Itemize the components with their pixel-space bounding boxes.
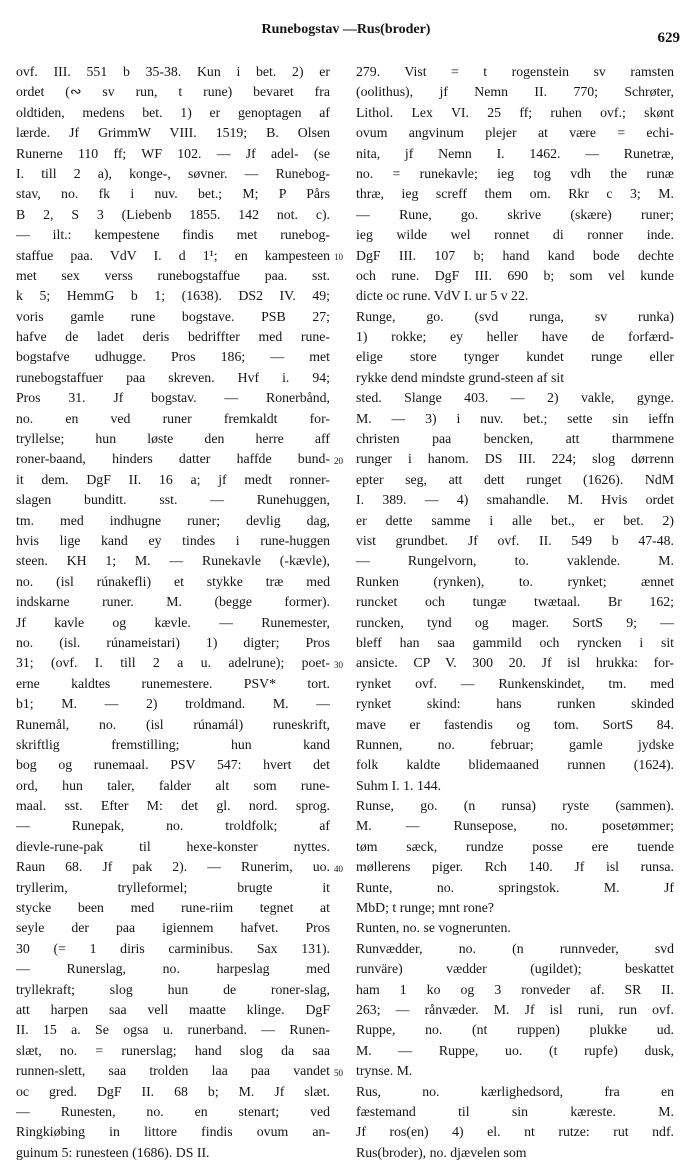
text-line: no. en ved runer fremkaldt for- (16, 410, 330, 426)
text-line: Rus, no. kærlighedsord, fra en (356, 1083, 674, 1099)
text-line: Runte, no. springstok. M. Jf (356, 879, 674, 895)
text-line: stav, no. fk i nuv. bet.; M; P Pårs (16, 186, 330, 202)
margin-line-number: 50 (334, 1067, 343, 1078)
text-line: slagen bunditt. sst. — Runehuggen, (16, 492, 330, 508)
text-line: Jf kavle og kævle. — Runemester, (16, 614, 330, 630)
text-line: hvis lige kand ey tindes i rune-huggen (16, 532, 330, 548)
running-head: Runebogstav —Rus(broder) (261, 22, 431, 37)
text-line: Suhm I. 1. 144. (356, 777, 442, 793)
left-column (16, 62, 330, 1163)
text-line: no. (isl rúnakefli) et stykke træ med (16, 573, 330, 589)
text-line: tryllelse; hun løste den herre aff (16, 431, 330, 447)
text-line: tryllerim, trylleformel; brugte it (16, 879, 330, 895)
text-line: b1; M. — 2) troldmand. M. — (16, 696, 330, 712)
text-line: sted. Slange 403. — 2) vakle, gynge. (356, 390, 674, 406)
text-line: runväre) vædder (ugildet); beskattet (356, 961, 674, 977)
text-line: bogstafve udhugge. Pros 186; — met (16, 349, 330, 365)
text-line: Jf ros(en) 4) el. nt rutze: rut ndf. (356, 1124, 674, 1140)
text-line: ordet (∾ sv run, t rune) bevaret fra (16, 84, 330, 100)
text-line: 31; (ovf. I. till 2 a u. adelrune); poet- (16, 655, 330, 671)
right-column (356, 62, 674, 1163)
text-line: no. = runekavle; ieg tog vdh the runæ (356, 165, 674, 181)
margin-line-number: 10 (334, 251, 343, 262)
text-line: ansicte. CP V. 300 20. Jf isl hrukka: for- (356, 655, 674, 671)
margin-line-number: 30 (334, 659, 343, 670)
text-line: runebogstaffuer paa skreven. Hvf i. 94; (16, 369, 330, 385)
text-line: och rune. DgF III. 690 b; som vel kunde (356, 267, 674, 283)
text-line: M. — Ruppe, uo. (t rupfe) dusk, (356, 1042, 674, 1058)
text-line: runcken, tynd og mager. SortS 9; — (356, 614, 674, 630)
text-line: rykke dend mindste grund-steen af sit (356, 369, 565, 385)
text-line: thræ, ieg screff them om. Rkr c 3; M. (356, 186, 674, 202)
text-line: — Rungelvorn, to. vaklende. M. (356, 553, 674, 569)
text-line: nita, jf Nemn I. 1462. — Runetræ, (356, 145, 674, 161)
text-line: stycke been med rune-riim tegnet at (16, 900, 330, 916)
text-line: Runemål, no. (isl rúnamál) runeskrift, (16, 716, 330, 732)
text-line: tm. med indhugne runer; devlig dag, (16, 512, 330, 528)
text-line: steen. KH 1; M. — Runekavle (-kævle), (16, 553, 330, 569)
margin-line-number: 20 (334, 455, 343, 466)
text-line: 263; — rånvæder. M. Jf isl runi, run ovf. (356, 1001, 674, 1017)
text-line: elige store tynger kundet runge eller (356, 349, 674, 365)
text-line: slæt, no. = runerslag; hand slog da saa (16, 1042, 330, 1058)
text-line: — Runesten, no. en stenart; ved (16, 1103, 330, 1119)
text-line: skriftlig fremstilling; hun kand (16, 736, 330, 752)
text-line: 1) rokke; ey heller have de forfærd- (356, 329, 674, 345)
text-line: — ilt.: kempestene findis met runebog- (16, 227, 330, 243)
text-line: er dette samme i alle bet., er bet. 2) (356, 512, 674, 528)
text-line: Runvædder, no. (n runnveder, svd (356, 940, 674, 956)
text-line: tøm sæck, rundze posse ere tuende (356, 838, 674, 854)
text-line: Runge, go. (svd runga, sv runka) (356, 308, 674, 324)
text-line: Raun 68. Jf pak 2). — Runerim, uo. (16, 859, 330, 875)
text-line: Runnen, no. februar; gamle jydske (356, 736, 674, 752)
text-line: ord, hun taler, falder alt som rune- (16, 777, 330, 793)
text-line: trynse. M. (356, 1063, 413, 1079)
text-line: ovum angvinum plejer at være = echi- (356, 125, 674, 141)
text-line: runnen-slett, saa trolden laa paa vandet (16, 1063, 330, 1079)
text-line: M. — Runsepose, no. posetømmer; (356, 818, 674, 834)
text-line: Pros 31. Jf bogstav. — Ronerbånd, (16, 390, 330, 406)
text-line: Runerne 110 ff; WF 102. — Jf adel- (se (16, 145, 330, 161)
text-line: seyle der paa igiennem hafvet. Pros (16, 920, 330, 936)
text-line: voris gamle rune bogstave. PSB 27; (16, 308, 330, 324)
text-line: staffue paa. VdV I. d 1¹; en kampesteen (16, 247, 330, 263)
text-line: ieg wilde wel ronnet di ronner inde. (356, 227, 674, 243)
text-line: oc gred. DgF II. 68 b; M. Jf slæt. (16, 1083, 330, 1099)
text-line: christen paa bencken, att tharmmene (356, 431, 674, 447)
text-line: it dem. DgF II. 16 a; jf medt ronner- (16, 471, 330, 487)
text-line: vist grundbet. Jf ovf. II. 549 b 47-48. (356, 532, 674, 548)
text-line: folk kaldte blidemaaned runnen (1624). (356, 757, 674, 773)
text-line: no. (isl. rúnameistari) 1) digter; Pros (16, 634, 330, 650)
text-line: I. till 2 a), konge-, søvner. — Runebog- (16, 165, 330, 181)
text-line: ovf. III. 551 b 35-38. Kun i bet. 2) er (16, 64, 330, 79)
text-line: epter seg, att dett runget (1626). NdM (356, 471, 674, 487)
text-line: B 2, S 3 (Liebenb 1855. 142 not. c). (16, 206, 330, 222)
text-line: guinum 5: runesteen (1686). DS II. (16, 1144, 210, 1160)
text-line: møllerens piger. Rch 140. Jf isl runsa. (356, 859, 674, 875)
text-line: 279. Vist = t rogenstein sv ramsten (356, 64, 674, 79)
text-line: Runten, no. se vognerunten. (356, 920, 511, 936)
page-header (0, 22, 692, 48)
text-line: hafve de ladet deris bedriffter med rune- (16, 329, 330, 345)
text-line: indskarne runer. M. (begge former). (16, 594, 330, 610)
text-line: roner-baand, hinders datter haffde bund- (16, 451, 330, 467)
text-line: fæstemand til sin kæreste. M. (356, 1103, 674, 1119)
text-line: II. 15 a. Se ogsa u. runerband. — Runen- (16, 1022, 330, 1038)
text-line: erne kaldtes runemestere. PSV* tort. (16, 675, 330, 691)
text-line: Rus(broder), no. djævelen som (356, 1144, 527, 1160)
text-line: bog og runemaal. PSV 547: hvert det (16, 757, 330, 773)
text-line: I. 389. — 4) smahandle. M. Hvis ordet (356, 492, 674, 508)
text-line: runcket och tungæ twætaal. Br 162; (356, 594, 674, 610)
text-line: att harpen saa vell maatte klinge. DgF (16, 1001, 330, 1017)
text-line: oldtiden, medens bet. 1) er genoptagen af (16, 104, 330, 120)
text-line: dievle-rune-pak til hexe-konster nyttes. (16, 838, 330, 854)
text-line: dicte oc rune. VdV I. ur 5 v 22. (356, 288, 529, 304)
text-line: (oolithus), jf Nemn II. 770; Schrøter, (356, 84, 674, 100)
text-line: mave er fastendis og tom. SortS 84. (356, 716, 674, 732)
text-line: — Runerslag, no. harpeslag med (16, 961, 330, 977)
text-line: Lithol. Lex VI. 25 ff; ruhen ovf.; skønt (356, 104, 674, 120)
text-line: tryllekraft; slog hun de roner-slag, (16, 981, 330, 997)
text-line: Runken (rynken), to. rynket; ænnet (356, 573, 674, 589)
text-line: runger i hanom. DS III. 224; slog dørrenn (356, 451, 674, 467)
text-line: bleff han saa gammild och ryncken i sit (356, 634, 674, 650)
text-line: lærde. Jf GrimmW VIII. 1519; B. Olsen (16, 125, 330, 141)
text-line: maal. sst. Efter M: det gl. nord. sprog. (16, 798, 330, 814)
text-line: rynket ovf. — Runkenskindet, tm. med (356, 675, 674, 691)
text-line: Runse, go. (n runsa) ryste (sammen). (356, 798, 674, 814)
page-number: 629 (657, 30, 680, 46)
text-line: Ringkiøbing in littore findis ovum an- (16, 1124, 330, 1140)
text-line: — Rune, go. skrive (skære) runer; (356, 206, 674, 222)
text-line: ham 1 ko og 3 ronveder af. SR II. (356, 981, 674, 997)
text-line: k 5; HemmG b 1; (1638). DS2 IV. 49; (16, 288, 330, 304)
text-line: rynket skind: hans runken skinded (356, 696, 674, 712)
text-line: M. — 3) i nuv. bet.; sette sin ieffn (356, 410, 674, 426)
margin-line-number: 40 (334, 863, 343, 874)
text-line: DgF III. 107 b; hand kand bode dechte (356, 247, 674, 263)
text-line: — Runepak, no. troldfolk; af (16, 818, 330, 834)
text-line: MbD; t runge; mnt rone? (356, 900, 494, 916)
text-line: met sex verss runebogstaffue paa. sst. (16, 267, 330, 283)
text-line: 30 (= 1 diris carminibus. Sax 131). (16, 940, 330, 956)
text-line: Ruppe, no. (nt ruppen) plukke ud. (356, 1022, 674, 1038)
